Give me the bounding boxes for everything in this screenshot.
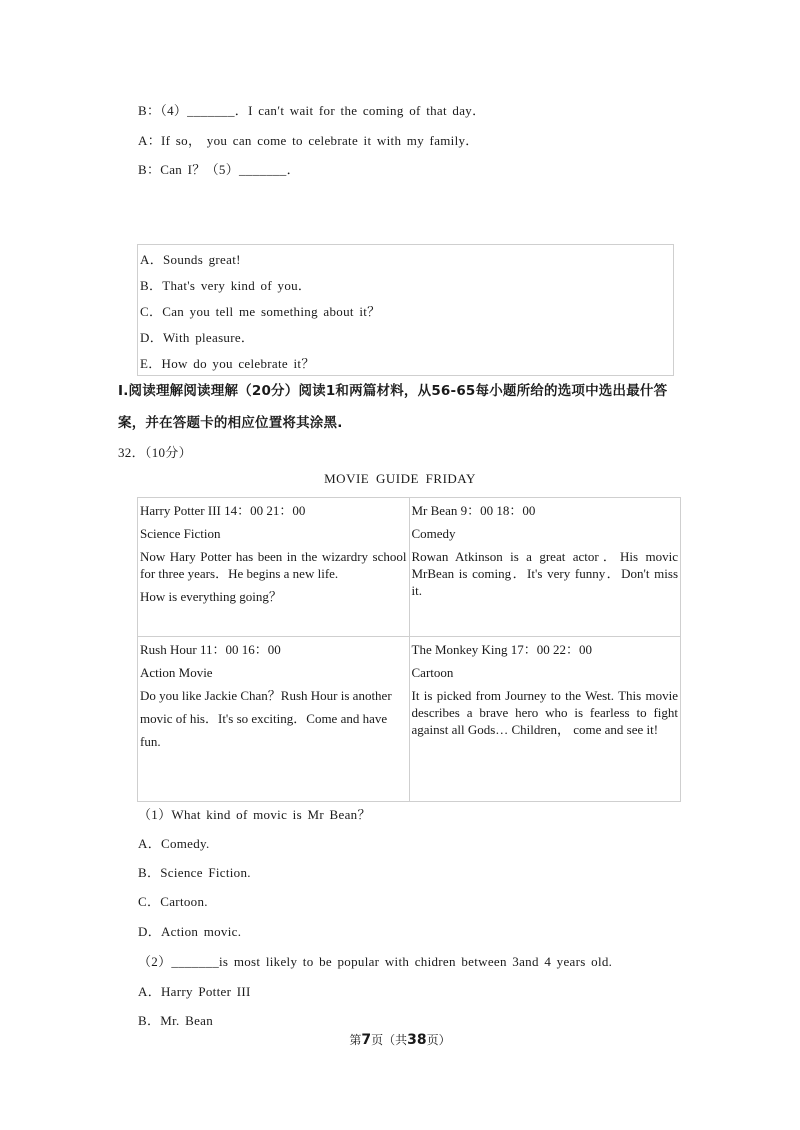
section-heading-line-2: 案，并在答题卡的相应位置将其涂黑. [118, 415, 343, 431]
movie-time: The Monkey King 17：00 22：00 [411, 642, 593, 657]
movie-cell-monkey-king [409, 637, 681, 802]
footer-suffix: 页） [426, 1033, 451, 1047]
question-1-option-b: B．Science Fiction. [138, 865, 251, 880]
movie-cell-mr-bean [409, 498, 681, 637]
movie-description: Now Hary Potter has been in the wizardry school for three years．He begins a new life. [140, 549, 407, 581]
page-footer [0, 1031, 800, 1048]
movie-genre: Science Fiction [140, 526, 221, 541]
footer-prefix: 第 [349, 1033, 362, 1047]
option-e: E．How do you celebrate it？ [140, 356, 315, 371]
movie-guide-title: MOVIE GUIDE FRIDAY [324, 471, 476, 486]
movie-guide-table [137, 497, 681, 802]
footer-page-number: 7 [361, 1032, 372, 1048]
question-number: 32．（10分） [118, 445, 192, 460]
option-c: C．Can you tell me something about it？ [140, 304, 381, 319]
question-1-option-c: C．Cartoon. [138, 894, 208, 909]
question-2: （2）_______is most likely to be popular with chidren between 3and 4 years old. [138, 954, 613, 969]
option-b: B．That's very kind of you． [140, 278, 312, 293]
question-1-option-a: A．Comedy. [138, 836, 210, 851]
options-box [137, 244, 674, 376]
movie-description: Rowan Atkinson is a great actor．His movic MrBean is coming．It's very funny．Don't miss it. [411, 549, 678, 598]
question-2-option-b: B．Mr. Bean [138, 1013, 214, 1028]
question-2-option-a: A．Harry Potter III [138, 984, 251, 999]
dialogue-line-1: B：（4）_______．I can′t wait for the coming of that day． [138, 103, 486, 118]
movie-description-end: fun. [140, 734, 161, 749]
movie-time: Mr Bean 9：00 18：00 [411, 503, 536, 518]
footer-total-pages: 38 [407, 1032, 427, 1048]
option-d: D．With pleasure． [140, 330, 255, 345]
movie-description-cont: movic of his．It's so exciting．Come and have [140, 711, 388, 726]
movie-genre: Cartoon [411, 665, 454, 680]
movie-time: Rush Hour 11：00 16：00 [140, 642, 281, 657]
movie-time: Harry Potter III 14：00 21：00 [140, 503, 306, 518]
footer-middle: 页（共 [371, 1033, 408, 1047]
movie-extra: How is everything going？ [140, 589, 282, 604]
movie-cell-rush-hour [138, 637, 410, 802]
movie-cell-harry-potter [138, 498, 410, 637]
option-a: A．Sounds great! [140, 252, 241, 267]
question-1-option-d: D．Action movic. [138, 924, 242, 939]
movie-description: It is picked from Journey to the West. This movie describes a brave hero who is fearless to fight against all Gods… Children， come and see it! [411, 688, 678, 737]
movie-genre: Comedy [411, 526, 456, 541]
dialogue-line-2: A：If so， you can come to celebrate it with my family． [138, 133, 479, 148]
movie-description: Do you like Jackie Chan？Rush Hour is another [140, 688, 392, 703]
movie-genre: Action Movie [140, 665, 213, 680]
dialogue-line-3: B：Can I？（5）_______． [138, 162, 300, 177]
section-heading-line-1: Ⅰ.阅读理解阅读理解（20分）阅读1和两篇材料，从56-65每小题所给的选项中选出最什答 [118, 383, 668, 399]
question-1: （1）What kind of movic is Mr Bean？ [138, 807, 371, 822]
